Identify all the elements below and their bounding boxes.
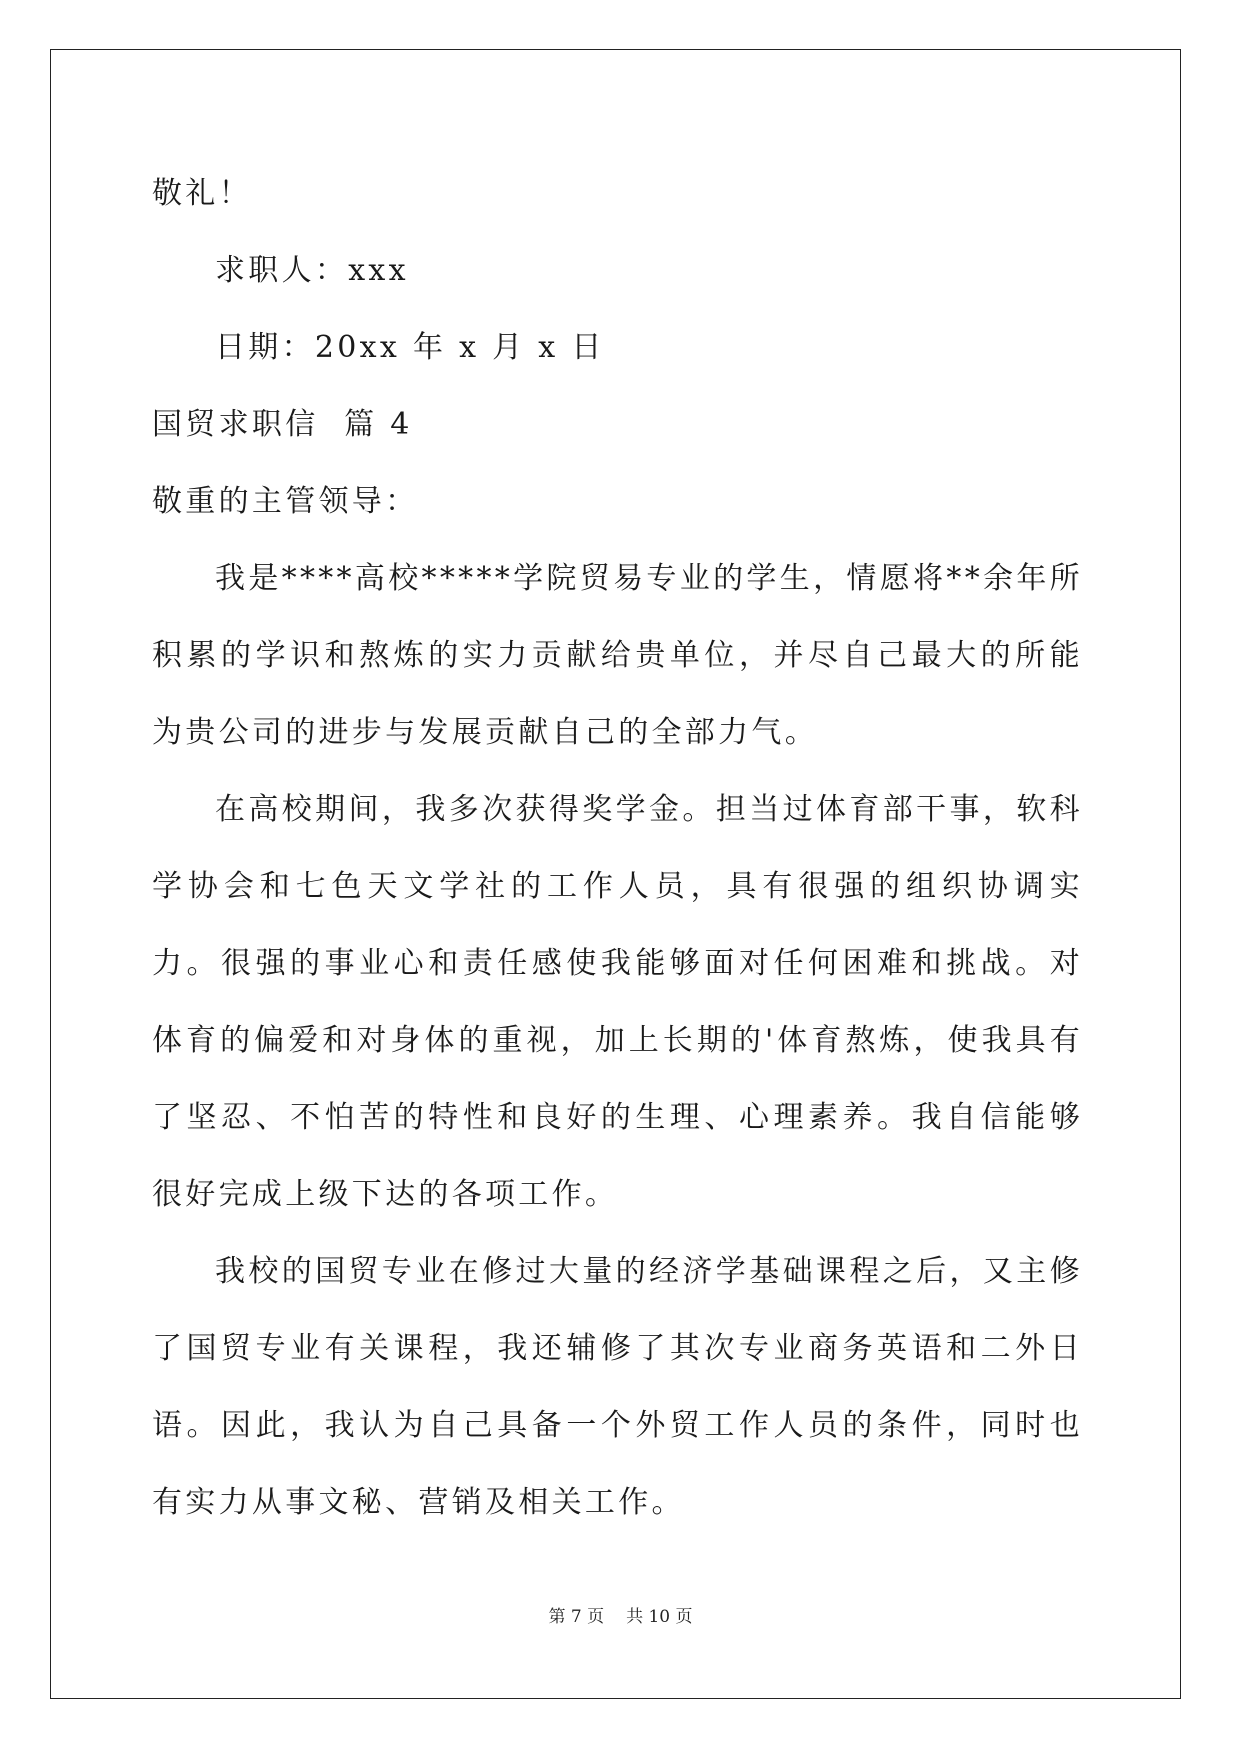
page-footer <box>0 1602 1241 1627</box>
date-line: 日期：20xx 年 x 月 x 日 <box>215 330 605 365</box>
applicant-line: 求职人：xxx <box>215 253 409 288</box>
body-paragraph-3: 我校的国贸专业在修过大量的经济学基础课程之后，又主修了国贸专业有关课程，我还辅修了其次专业商务英语和二外日语。因此，我认为自己具备一个外贸工作人员的条件，同时也有实力从事文秘、营销及相关工作。 <box>152 1254 1083 1520</box>
letter-closing: 敬礼！ <box>152 176 252 211</box>
salutation: 敬重的主管领导： <box>152 484 419 519</box>
body-paragraph-1: 我是****高校*****学院贸易专业的学生，情愿将**余年所积累的学识和熬炼的实力贡献给贵单位，并尽自己最大的所能为贵公司的进步与发展贡献自己的全部力气。 <box>152 561 1083 750</box>
document-body <box>152 155 1083 1541</box>
page-number-total: 共 10 页 <box>626 1607 693 1627</box>
body-paragraph-2: 在高校期间，我多次获得奖学金。担当过体育部干事，软科学协会和七色天文学社的工作人员，具有很强的组织协调实力。很强的事业心和责任感使我能够面对任何困难和挑战。对体育的偏爱和对身体的重视，加上长期的'体育熬炼，使我具有了坚忍、不怕苦的特性和良好的生理、心理素养。我自信能够很好完成上级下达的各项工作。 <box>152 792 1083 1212</box>
page-number-current: 第 7 页 <box>548 1607 605 1627</box>
section-title: 国贸求职信 篇 4 <box>152 407 413 442</box>
